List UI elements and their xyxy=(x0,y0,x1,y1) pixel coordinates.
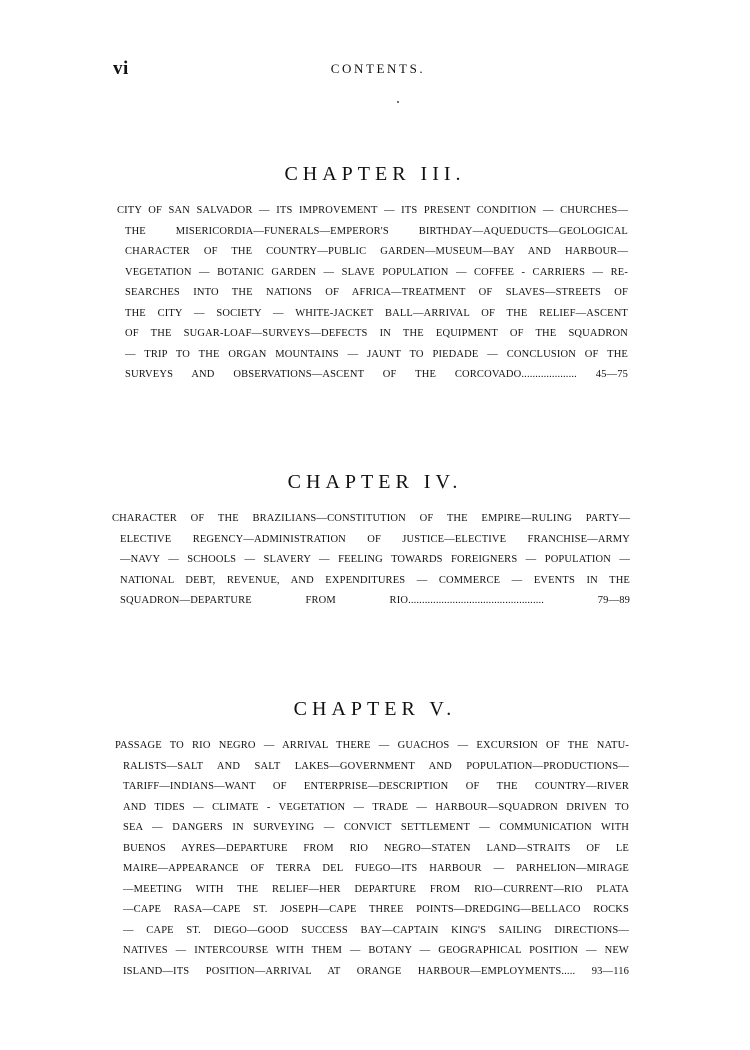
chapter-3-heading: CHAPTER III. xyxy=(284,163,466,185)
summary-line: —NAVY — SCHOOLS — SLAVERY — FEELING TOWARDS FOREIGNERS — POPULATION — xyxy=(120,554,630,565)
summary-line: NATIONAL DEBT, REVENUE, AND EXPENDITURES — COMMERCE — EVENTS IN THE xyxy=(120,574,630,586)
print-speck xyxy=(397,101,399,103)
summary-line: CITY OF SAN SALVADOR — ITS IMPROVEMENT — ITS PRESENT CONDITION — CHURCHES— xyxy=(117,205,628,216)
summary-line: SURVEYS AND OBSERVATIONS—ASCENT OF THE CORCOVADO.................... 45—75 xyxy=(125,369,628,380)
summary-line: BUENOS AYRES—DEPARTURE FROM RIO NEGRO—STATEN LAND—STRAITS OF LE xyxy=(123,842,629,854)
page-header xyxy=(0,58,750,82)
summary-line: TARIFF—INDIANS—WANT OF ENTERPRISE—DESCRIPTION OF THE COUNTRY—RIVER xyxy=(123,781,629,792)
summary-line: —CAPE RASA—CAPE ST. JOSEPH—CAPE THREE POINTS—DREDGING—BELLACO ROCKS xyxy=(123,904,629,915)
summary-line: CHARACTER OF THE BRAZILIANS—CONSTITUTION OF THE EMPIRE—RULING PARTY— xyxy=(112,513,630,524)
summary-line: OF THE SUGAR-LOAF—SURVEYS—DEFECTS IN THE EQUIPMENT OF THE SQUADRON xyxy=(125,328,628,339)
summary-line: CHARACTER OF THE COUNTRY—PUBLIC GARDEN—MUSEUM—BAY AND HARBOUR— xyxy=(125,246,628,257)
chapter-3-summary xyxy=(117,201,628,386)
summary-line: ELECTIVE REGENCY—ADMINISTRATION OF JUSTICE—ELECTIVE FRANCHISE—ARMY xyxy=(120,533,630,545)
summary-line: — CAPE ST. DIEGO—GOOD SUCCESS BAY—CAPTAIN KING'S SAILING DIRECTIONS— xyxy=(123,924,629,936)
summary-line: THE CITY — SOCIETY — WHITE-JACKET BALL—ARRIVAL OF THE RELIEF—ASCENT xyxy=(125,307,628,319)
chapter-5-summary xyxy=(115,736,629,982)
chapter-4-summary xyxy=(112,509,630,612)
summary-line: — TRIP TO THE ORGAN MOUNTAINS — JAUNT TO PIEDADE — CONCLUSION OF THE xyxy=(125,348,628,360)
summary-line: AND TIDES — CLIMATE - VEGETATION — TRADE — HARBOUR—SQUADRON DRIVEN TO xyxy=(123,801,629,813)
summary-line: SEA — DANGERS IN SURVEYING — CONVICT SETTLEMENT — COMMUNICATION WITH xyxy=(123,822,629,833)
chapter-5-heading: CHAPTER V. xyxy=(293,698,457,720)
summary-line: MAIRE—APPEARANCE OF TERRA DEL FUEGO—ITS HARBOUR — PARHELION—MIRAGE xyxy=(123,863,629,874)
page-number: vi xyxy=(113,58,129,79)
running-title: CONTENTS. xyxy=(330,61,426,76)
summary-line: PASSAGE TO RIO NEGRO — ARRIVAL THERE — GUACHOS — EXCURSION OF THE NATU- xyxy=(115,740,629,751)
summary-line: ISLAND—ITS POSITION—ARRIVAL AT ORANGE HARBOUR—EMPLOYMENTS..... 93—116 xyxy=(123,965,629,977)
summary-line: SEARCHES INTO THE NATIONS OF AFRICA—TREATMENT OF SLAVES—STREETS OF xyxy=(125,287,628,298)
summary-line: THE MISERICORDIA—FUNERALS—EMPEROR'S BIRTHDAY—AQUEDUCTS—GEOLOGICAL xyxy=(125,225,628,237)
summary-line: NATIVES — INTERCOURSE WITH THEM — BOTANY — GEOGRAPHICAL POSITION — NEW xyxy=(123,945,629,956)
summary-line: —MEETING WITH THE RELIEF—HER DEPARTURE FROM RIO—CURRENT—RIO PLATA xyxy=(123,883,629,895)
summary-line: SQUADRON—DEPARTURE FROM RIO................................................. 79—89 xyxy=(120,595,630,606)
summary-line: VEGETATION — BOTANIC GARDEN — SLAVE POPULATION — COFFEE - CARRIERS — RE- xyxy=(125,266,628,278)
summary-line: RALISTS—SALT AND SALT LAKES—GOVERNMENT AND POPULATION—PRODUCTIONS— xyxy=(123,760,629,772)
chapter-4-heading: CHAPTER IV. xyxy=(287,471,463,493)
